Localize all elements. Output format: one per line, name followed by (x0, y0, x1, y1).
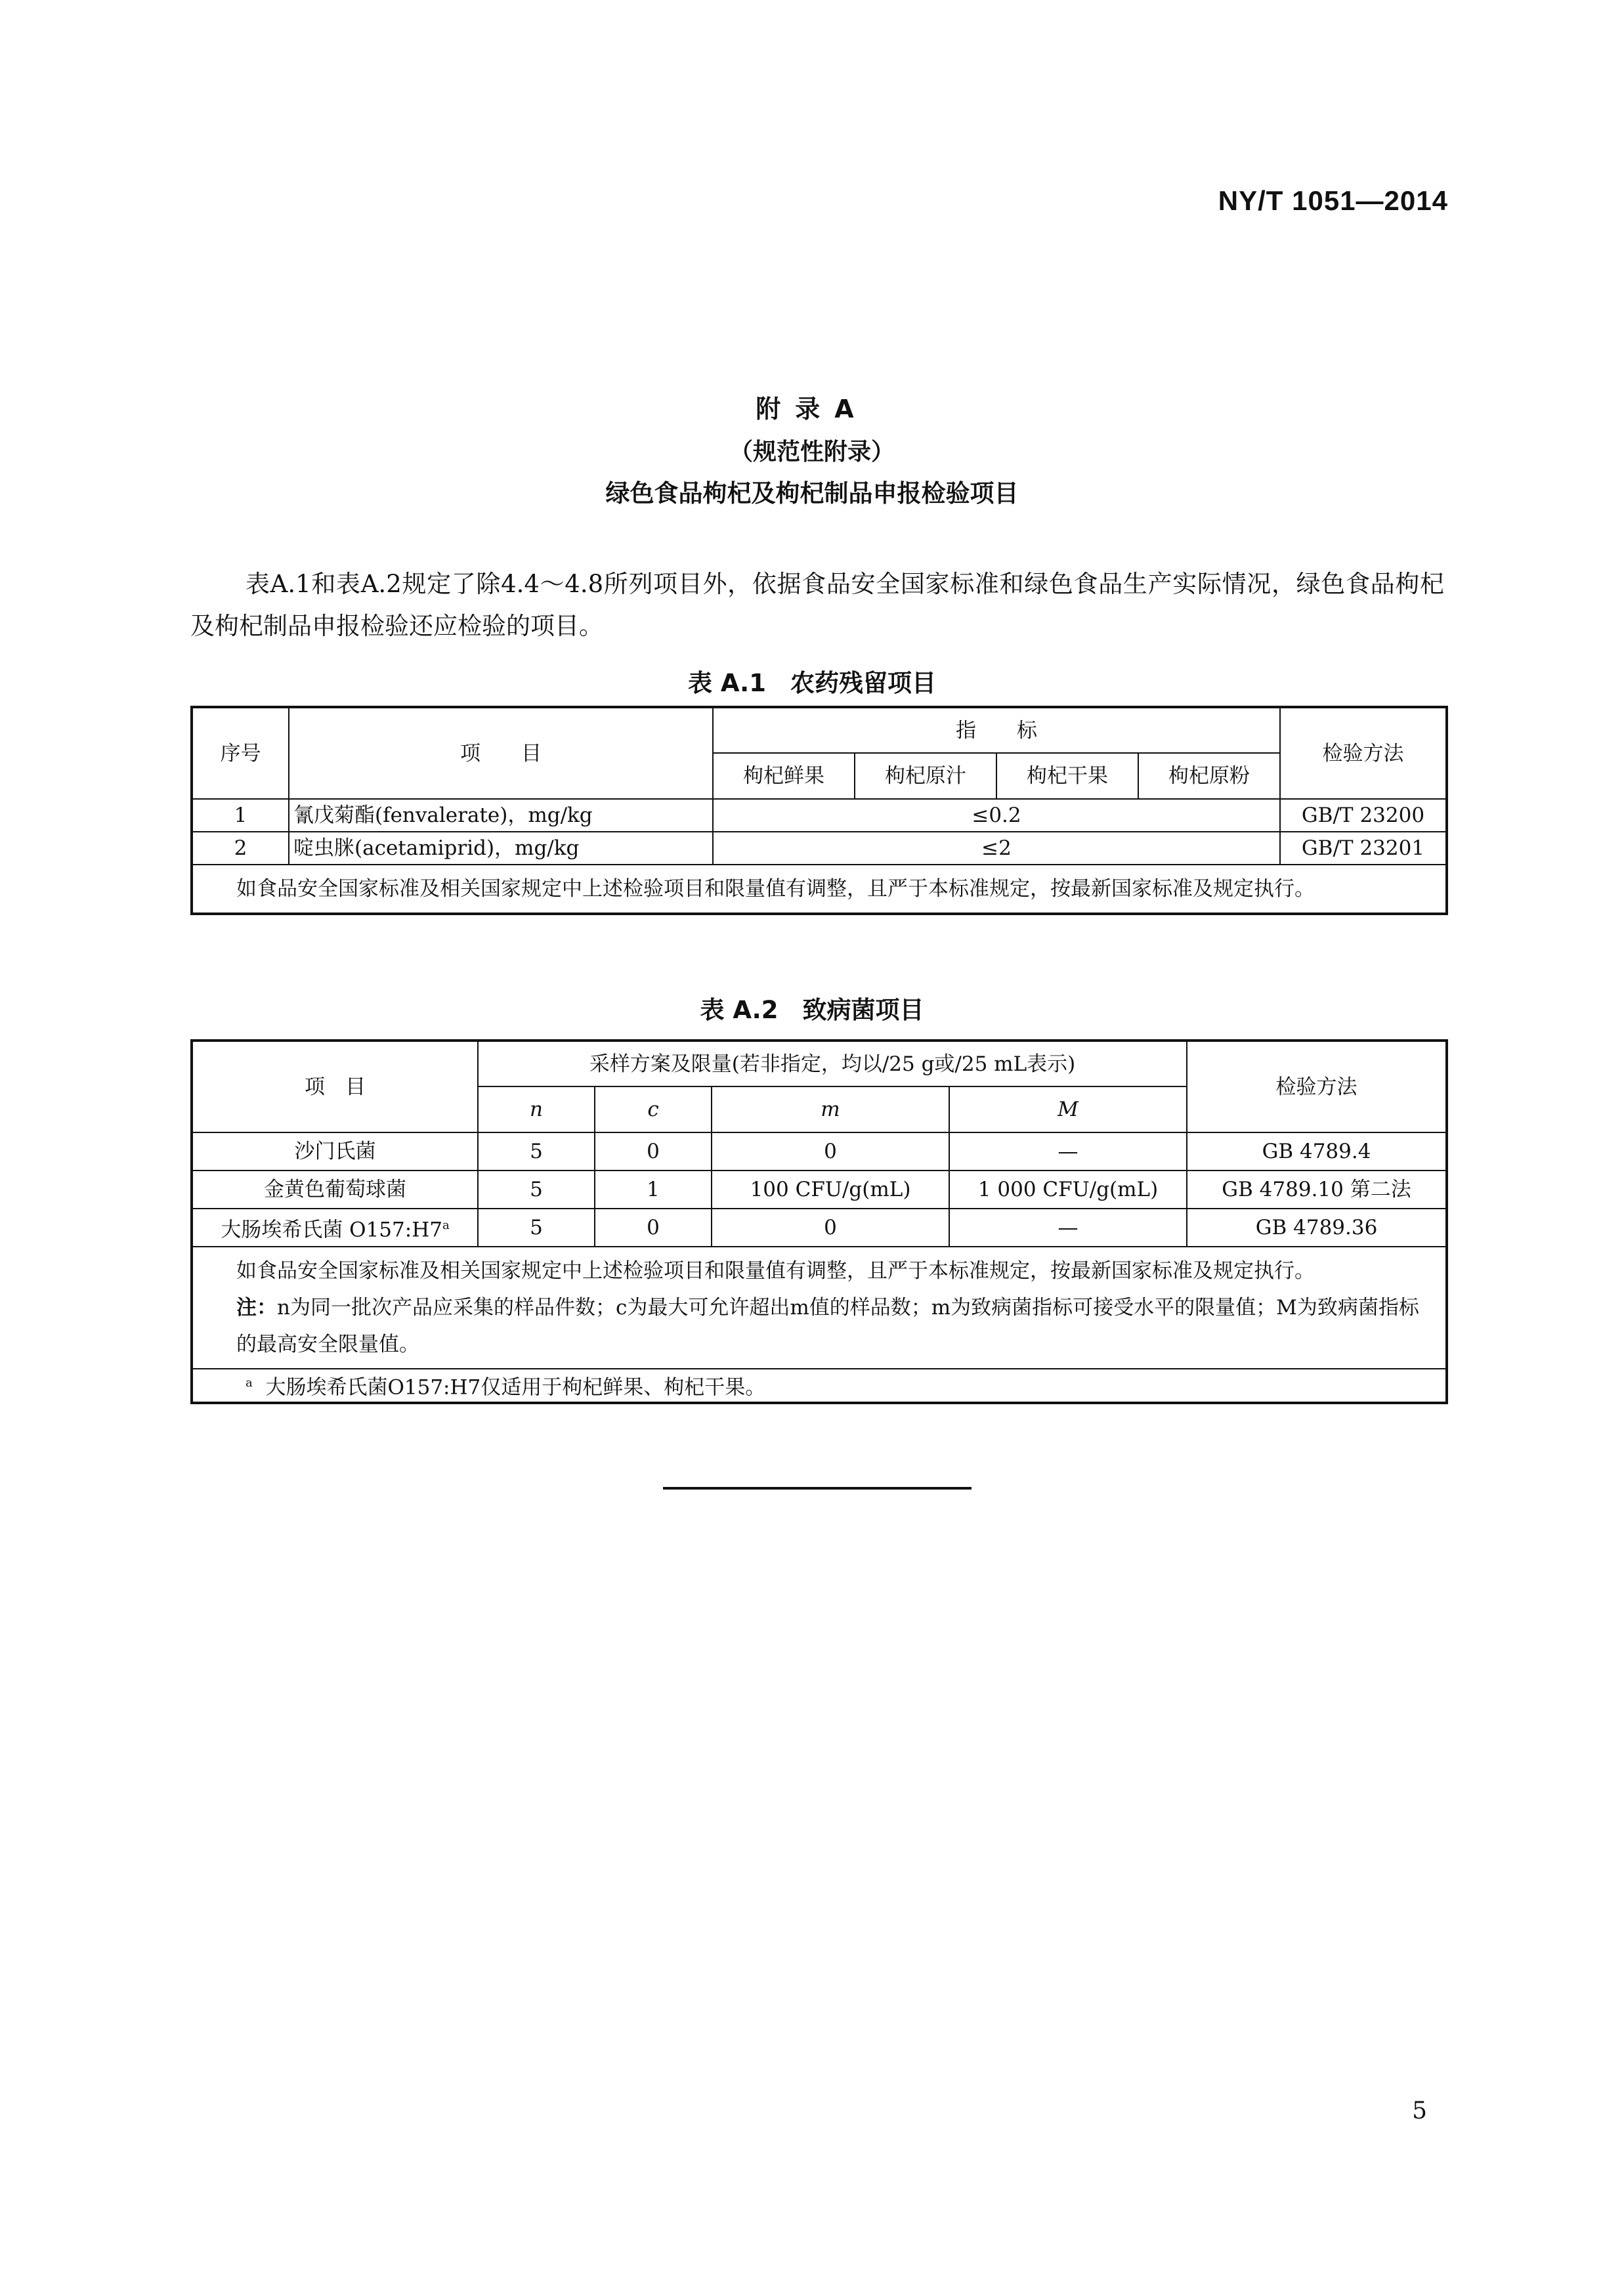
table2-note1: 如食品安全国家标准及相关国家规定中上述检验项目和限量值有调整，且严于本标准规定，按最新国家标准及规定执行。 (236, 1259, 1315, 1283)
pathogen-table (190, 1039, 1448, 1404)
row-c: 1 (595, 1171, 712, 1209)
table2-notes (192, 1247, 1447, 1369)
row-m: 0 (712, 1132, 949, 1171)
row-n: 5 (478, 1209, 595, 1247)
row-value: ≤0.2 (713, 799, 1280, 832)
intro-paragraph: 表A.1和表A.2规定了除4.4～4.8所列项目外，依据食品安全国家标准和绿色食品生产实际情况，绿色食品枸杞及枸杞制品申报检验还应检验的项目。 (190, 570, 1444, 640)
row-item: 啶虫脒(acetamiprid)，mg/kg (289, 832, 713, 865)
table1-title: 表 A.1 农药残留项目 (687, 669, 936, 697)
row-item: 沙门氏菌 (192, 1132, 478, 1171)
header-powder: 枸杞原粉 (1138, 753, 1280, 799)
header-M: M (949, 1086, 1187, 1132)
row-item: 氰戊菊酯(fenvalerate)，mg/kg (289, 799, 713, 832)
table-row (192, 1132, 1447, 1171)
row-method: GB/T 23200 (1280, 799, 1447, 832)
header-item: 项 目 (192, 1041, 478, 1132)
header-fresh-fruit: 枸杞鲜果 (713, 753, 855, 799)
page-number: 5 (1412, 2097, 1427, 2124)
document-code: NY/T 1051—2014 (1218, 185, 1448, 216)
header-c: c (595, 1086, 712, 1132)
header-dried-fruit: 枸杞干果 (996, 753, 1138, 799)
row-n: 5 (478, 1132, 595, 1171)
note-text: n为同一批次产品应采集的样品件数；c为最大可允许超出m值的样品数；m为致病菌指标可接受水平的限量值；M为致病菌指标的最高安全限量值。 (236, 1296, 1419, 1356)
end-rule (663, 1487, 972, 1490)
table2-title: 表 A.2 致病菌项目 (700, 996, 924, 1024)
row-method: GB/T 23201 (1280, 832, 1447, 865)
appendix-header (0, 391, 1624, 514)
row-M: — (949, 1132, 1187, 1171)
appendix-heading: 绿色食品枸杞及枸杞制品申报检验项目 (605, 479, 1019, 507)
pesticide-residue-table (190, 706, 1448, 915)
row-method: GB 4789.4 (1187, 1132, 1447, 1171)
header-sampling-plan: 采样方案及限量(若非指定，均以/25 g或/25 mL表示) (478, 1041, 1187, 1086)
table2-note2 (202, 1289, 1436, 1363)
row-m: 100 CFU/g(mL) (712, 1171, 949, 1209)
appendix-title: 附录A (756, 395, 868, 423)
table2-footnote (192, 1369, 1447, 1403)
header-method: 检验方法 (1187, 1041, 1447, 1132)
table-row (192, 799, 1447, 832)
header-juice: 枸杞原汁 (855, 753, 996, 799)
appendix-subtitle: （规范性附录） (729, 439, 895, 465)
header-seq: 序号 (192, 707, 289, 799)
row-M: — (949, 1209, 1187, 1247)
row-method: GB 4789.36 (1187, 1209, 1447, 1247)
header-n: n (478, 1086, 595, 1132)
row-seq: 2 (192, 832, 289, 865)
header-method: 检验方法 (1280, 707, 1447, 799)
table-row (192, 1209, 1447, 1247)
header-m: m (712, 1086, 949, 1132)
header-item: 项 目 (289, 707, 713, 799)
row-n: 5 (478, 1171, 595, 1209)
row-seq: 1 (192, 799, 289, 832)
note-label: 注： (236, 1296, 277, 1320)
row-item (192, 1209, 478, 1247)
row-item: 金黄色葡萄球菌 (192, 1171, 478, 1209)
table-row (192, 1171, 1447, 1209)
header-indicator: 指 标 (713, 707, 1280, 753)
table-row (192, 832, 1447, 865)
footnote-marker: a (442, 1218, 450, 1232)
row-m: 0 (712, 1209, 949, 1247)
footnote-mark: a (246, 1376, 253, 1390)
row-method: GB 4789.10 第二法 (1187, 1171, 1447, 1209)
row-c: 0 (595, 1132, 712, 1171)
row-c: 0 (595, 1209, 712, 1247)
row-value: ≤2 (713, 832, 1280, 865)
footnote-text: 大肠埃希氏菌O157:H7仅适用于枸杞鲜果、枸杞干果。 (265, 1375, 766, 1400)
row-item-text: 大肠埃希氏菌 O157:H7 (221, 1218, 442, 1242)
row-M: 1 000 CFU/g(mL) (949, 1171, 1187, 1209)
table1-note: 如食品安全国家标准及相关国家规定中上述检验项目和限量值有调整，且严于本标准规定，按最新国家标准及规定执行。 (192, 865, 1447, 914)
